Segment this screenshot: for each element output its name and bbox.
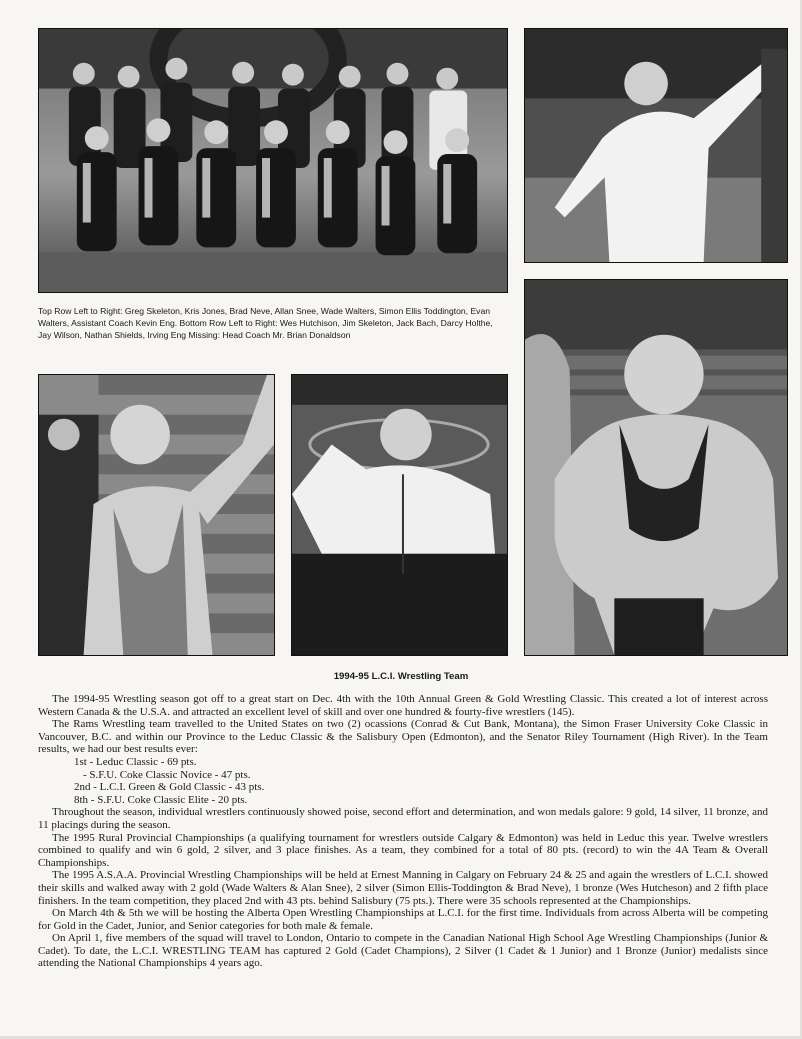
result-line: 8th - S.F.U. Coke Classic Elite - 20 pts. (74, 793, 248, 806)
paragraph: The 1995 Rural Provincial Championships (a qualifying tournament for wrestlers outside Calgary & Edmonton) was held in Leduc this year. Twelve wrestlers combined to qualify and win 6 gold, 2 silver, and 3 place finishes. As a team, they combined for a total of 80 pts. (record) to win the 4A Team & Overall Championships. (38, 831, 768, 869)
result-line: 2nd - L.C.I. Green & Gold Classic - 43 pts. (74, 781, 265, 794)
wrestler-cheering-photo (291, 374, 508, 656)
photo-caption: Top Row Left to Right: Greg Skeleton, Kris Jones, Brad Neve, Allan Snee, Wade Walters, Simon Ellis Toddington, Evan Walters, Assistant Coach Kevin Eng. Bottom Row Left to Right: Wes Hutchison, Jim Skeleton, Jack Bach, Darcy Holthe, Jay Wilson, Nathan Shields, Irving Eng Missing: Head Coach Mr. Brian Donaldson (38, 306, 493, 340)
paragraph: On March 4th & 5th we will be hosting the Alberta Open Wrestling Championships at L.C.I. for the first time. Individuals from across Alberta will be competing for Gold in the Cadet, Junior, and Senior categories for both male & female. (38, 907, 768, 932)
paragraph: On April 1, five members of the squad will travel to London, Ontario to compete in the Canadian National High School Age Wrestling Championships (Junior & Cadet). To date, the L.C.I. WRESTLING TEAM has captured 2 Gold (Cadet Champions), 2 Silver (1 Cadet & 1 Junior) and 1 Bronze (Junior) medalists since attending the National Championships 4 years ago. (38, 932, 768, 970)
article-body (38, 693, 768, 970)
coach-photo (524, 28, 788, 263)
wrestler-arm-raised-photo (38, 374, 275, 656)
paragraph: The Rams Wrestling team travelled to the United States on two (2) ocassions (Conrad & Cut Bank, Montana), the Simon Fraser University Coke Classic in Vancouver, B.C. and within our Province to the Leduc Classic & the Salisbury Open (Edmonton), and the Senator Riley Tournament (High River). In the Team results, we had our best results ever: (38, 718, 768, 756)
result-line: 1st - Leduc Classic - 69 pts. (74, 755, 197, 768)
result-line: - S.F.U. Coke Classic Novice - 47 pts. (83, 768, 251, 781)
paragraph: Throughout the season, individual wrestlers continuously showed poise, second effort and determination, and won medals galore: 9 gold, 14 silver, 11 bronze, and 11 placings during the season. (38, 806, 768, 831)
paragraph: The 1995 A.S.A.A. Provincial Wrestling Championships will be held at Ernest Manning in Calgary on February 24 & 25 and again the wrestlers of L.C.I. showed their skills and walked away with 2 gold (Wade Walters & Alan Snee), 2 silver (Simon Ellis-Toddington & Brad Neve), 1 bronze (Wes Hutcheson) and 2 fifth place finishers. In the team competition, they placed 2nd with 43 pts. behind Salisbury (75 pts.). There were 35 schools represented at the Championships. (38, 869, 768, 907)
wrestler-flexing-photo (524, 279, 788, 656)
team-group-photo (38, 28, 508, 293)
article-title: 1994-95 L.C.I. Wrestling Team (333, 671, 469, 682)
paragraph: The 1994-95 Wrestling season got off to a great start on Dec. 4th with the 10th Annual Green & Gold Wrestling Classic. This created a lot of interest across Western Canada & the U.S.A. and attracted an excellent level of skill and over one hundred & fourty-five wrestlers (145). (38, 693, 768, 718)
